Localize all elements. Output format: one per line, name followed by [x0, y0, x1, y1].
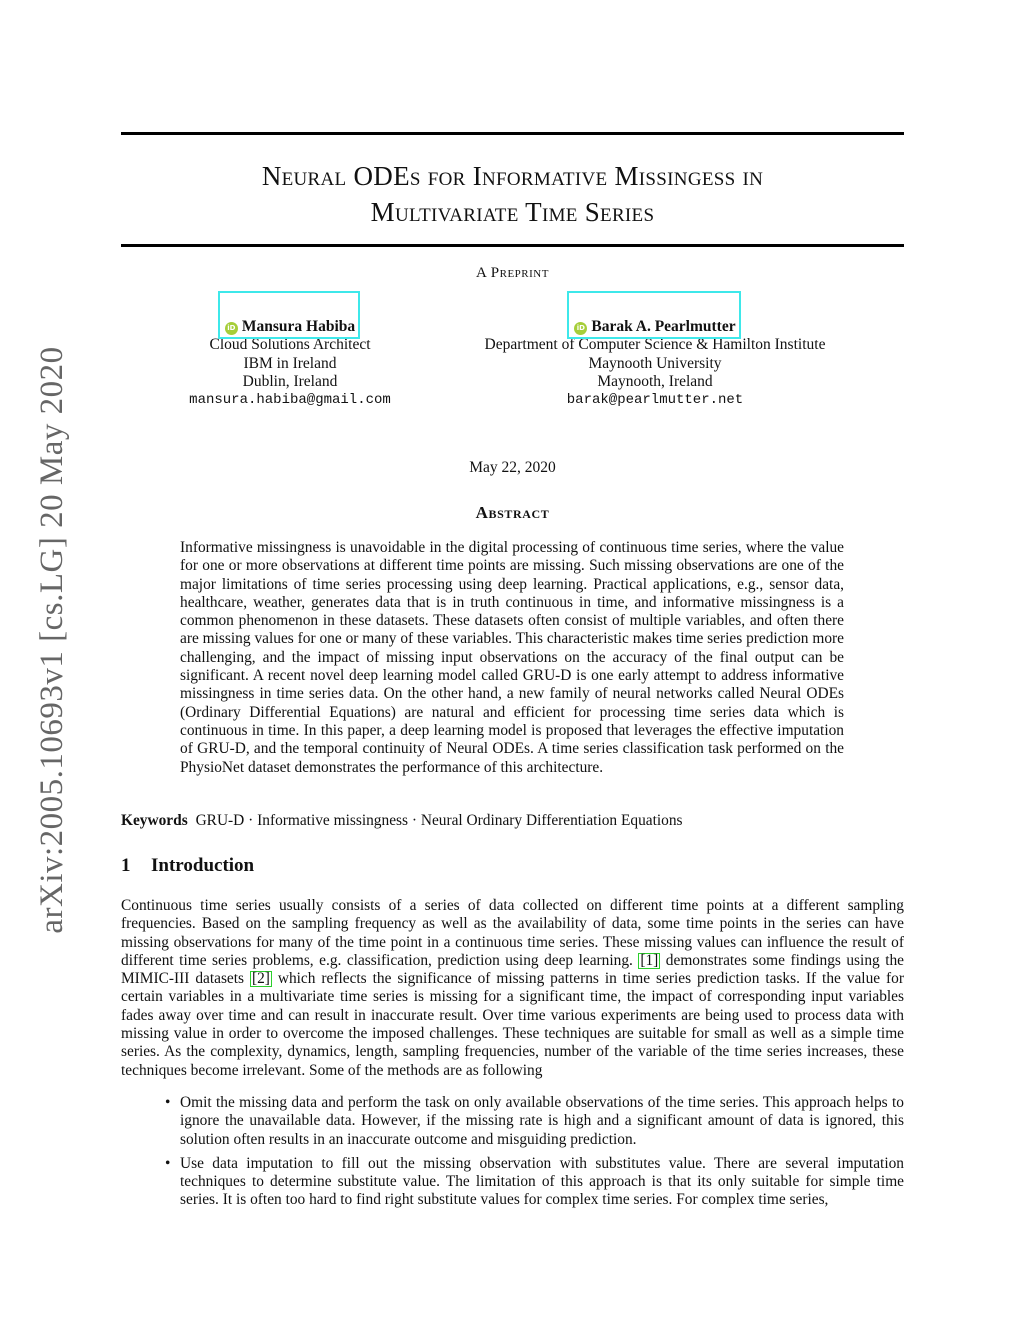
keywords-label: Keywords	[121, 812, 188, 829]
orcid-icon[interactable]: iD	[225, 322, 238, 335]
author-block-1	[160, 318, 420, 409]
intro-text-1: Continuous time series usually consists of a series of data collected on different time points at a different sampling frequencies. Based on the sampling frequency as well as the availability of data, some time points in the series can have missing observations for many of the time point in a continuous time series. These missing values can influence the result of different time series problems, e.g. classification, prediction using deep learning.	[121, 897, 904, 969]
introduction-paragraph	[121, 897, 904, 1080]
author-1-affiliation-2: IBM in Ireland	[243, 354, 337, 372]
bullet-marker: •	[165, 1154, 171, 1172]
publication-date: May 22, 2020	[469, 459, 556, 476]
keywords-line	[121, 812, 904, 830]
author-1-affiliation-1: Cloud Solutions Architect	[209, 336, 371, 354]
list-item	[121, 1155, 904, 1210]
title-line-2: Multivariate Time Series	[370, 197, 655, 227]
orcid-icon[interactable]: iD	[574, 322, 587, 335]
author-block-2	[455, 318, 855, 409]
paper-title	[121, 158, 904, 230]
author-2-affiliation-1: Department of Computer Science & Hamilton Institute	[484, 336, 826, 354]
list-item	[121, 1094, 904, 1149]
section-title: Introduction	[151, 855, 255, 876]
preprint-label: A Preprint	[476, 265, 549, 281]
arxiv-identifier-stamp: arXiv:2005.10693v1 [cs.LG] 20 May 2020	[34, 346, 70, 934]
abstract-text: Informative missingness is unavoidable in the digital processing of continuous time series, where the value for one or more observations at different time points are missing. Such missing observations are one of the major limitations of time series processing using deep learning. Practical applications, e.g., sensor data, healthcare, weather, generates data that is in truth continuous in time, and informative missingness is a common phenomenon in these datasets. These datasets often consist of multiple variables, and often there are missing values for one or many of these variables. This characteristic makes time series prediction more challenging, and the impact of missing input observations on the accuracy of the final output can be significant. A recent novel deep learning model called GRU-D is one early attempt to address informative missingness in time series data. On the other hand, a new family of neural networks called Neural ODEs (Ordinary Differential Equations) are natural and efficient for processing time series data which is continuous in time. In this paper, a deep learning model is proposed that leverages the effective imputation of GRU-D, and the temporal continuity of Neural ODEs. A time series classification task performed on the PhysioNet dataset demonstrates the performance of this architecture.	[180, 539, 844, 776]
title-rule-bottom	[121, 244, 904, 247]
bullet-text-1: Omit the missing data and perform the task on only available observations of the time series. This approach helps to ignore the unavailable data. However, if the missing rate is high and a significant amount of data is ignored, this solution often results in an inaccurate outcome and misguiding prediction.	[180, 1094, 904, 1148]
author-link-highlight-2	[567, 291, 740, 339]
author-2-affiliation-2: Maynooth University	[588, 354, 722, 372]
author-1-affiliation-3: Dublin, Ireland	[242, 372, 338, 390]
intro-text-3: which reflects the significance of missing patterns in time series prediction tasks. If the value for certain variables in a multivariate time series is missing for a significant time, the impact of corresponding input variables fades away over time and can result in inaccurate result. Over time various experiments are being used to process data with missing value in order to overcome the imposed challenges. These techniques are suitable for small as well as a simple time series. As the complexity, dynamics, length, sampling frequencies, number of the variable of the time series increases, these techniques become irrelevant. Some of the methods are as following	[121, 970, 904, 1079]
citation-link-1[interactable]: [1]	[640, 951, 659, 969]
abstract-heading: Abstract	[475, 503, 550, 522]
author-name-2: Barak A. Pearlmutter	[591, 318, 736, 335]
intro-text-2: demonstrates some findings using the MIMIC-III datasets	[121, 951, 904, 988]
author-name-link-2[interactable]	[572, 318, 737, 336]
author-name-link-1[interactable]	[223, 318, 357, 336]
author-1-email[interactable]: mansura.habiba@gmail.com	[189, 392, 391, 409]
section-heading-introduction	[121, 855, 254, 877]
citation-link-2[interactable]: [2]	[251, 970, 270, 988]
title-line-1: Neural ODEs for Informative Missingess in	[261, 161, 764, 191]
section-number: 1	[121, 855, 131, 876]
bullet-text-2: Use data imputation to fill out the missing observation with substitutes value. There are several imputation techniques to determine substitute value. The limitation of this approach is that its only suitable for simple time series. It is often too hard to find right substitute values for complex time series. For complex time series,	[180, 1154, 904, 1209]
bullet-marker: •	[165, 1094, 171, 1111]
methods-bullet-list	[121, 1094, 904, 1216]
author-link-highlight-1	[218, 291, 360, 339]
keywords-list: GRU-D · Informative missingness · Neural Ordinary Differentiation Equations	[195, 812, 683, 829]
title-rule-top	[121, 132, 904, 135]
author-2-email[interactable]: barak@pearlmutter.net	[566, 392, 744, 409]
author-2-affiliation-3: Maynooth, Ireland	[597, 372, 713, 390]
author-name-1: Mansura Habiba	[241, 318, 356, 335]
